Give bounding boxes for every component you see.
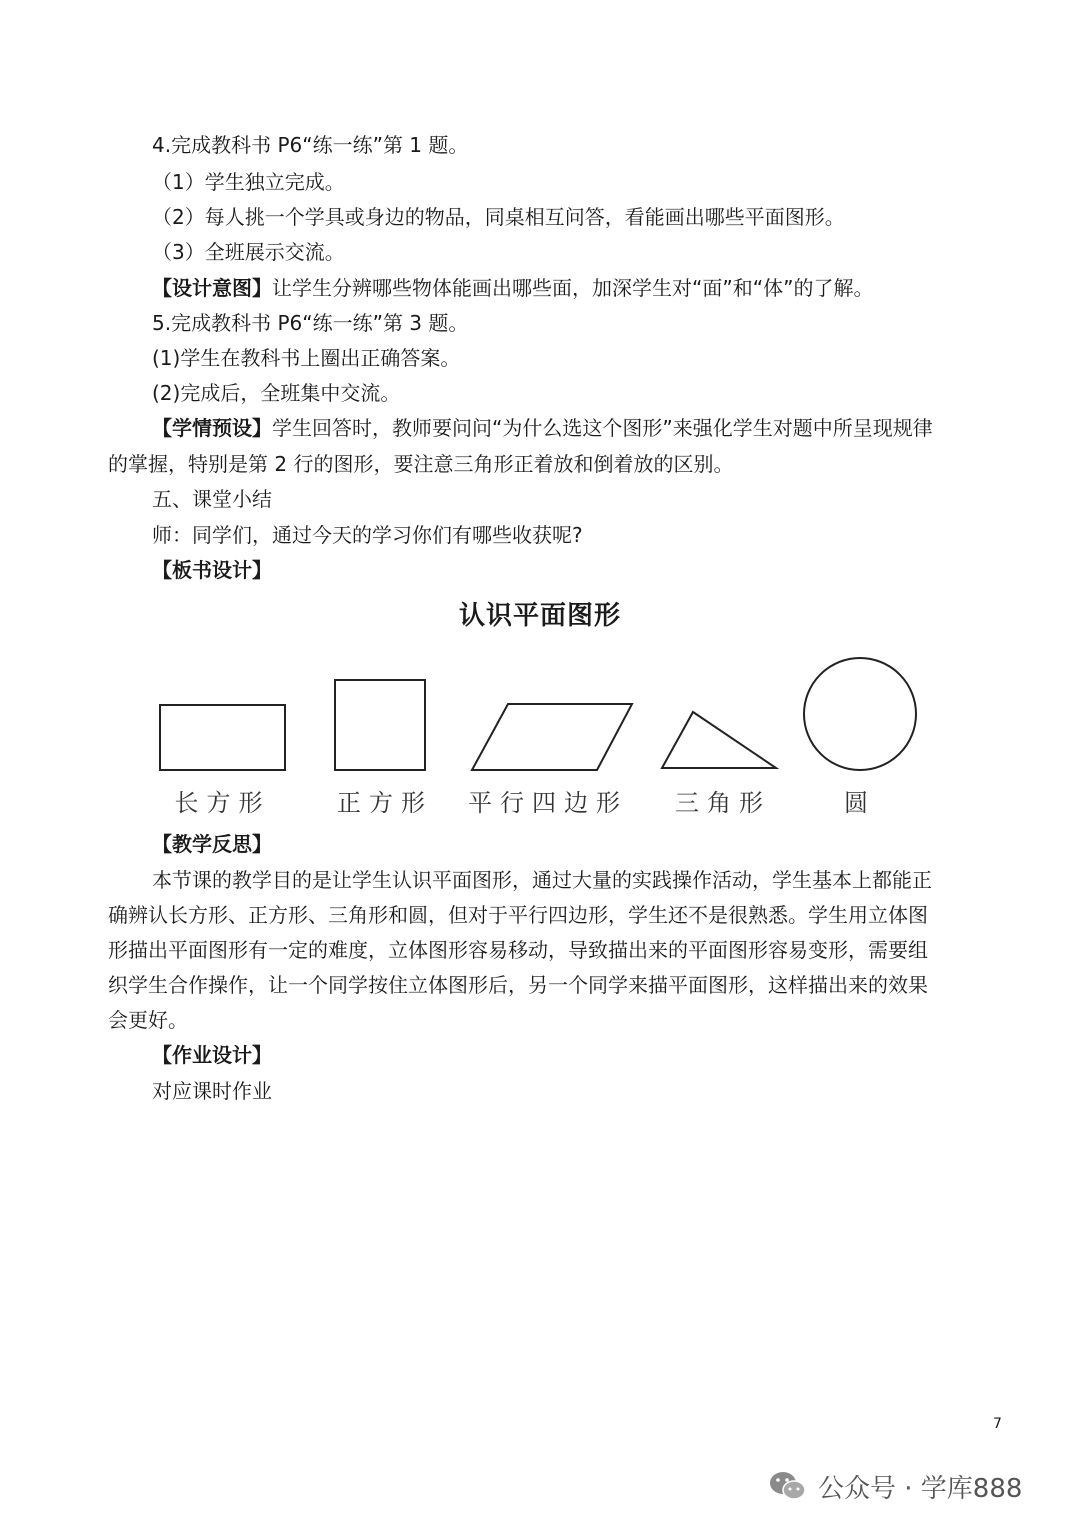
parallelogram-shape [472,704,632,770]
learning-preset [152,416,933,440]
section-5-heading: 五、课堂小结 [152,487,272,511]
homework-text: 对应课时作业 [152,1079,272,1103]
square-label: 正方形 [337,789,433,817]
watermark [768,1466,1022,1506]
item-4-2: （2）每人挑一个学具或身边的物品，同桌相互问答，看能画出哪些平面图形。 [152,205,845,229]
board-title: 认识平面图形 [458,601,621,631]
design-intent-label: 【设计意图】 [152,276,272,300]
circle-shape [804,658,916,770]
shapes-figure [0,640,1080,790]
reflection-line-4: 织学生合作操作，让一个同学按住立体图形后，另一个同学来描平面图形，这样描出来的效果 [108,973,928,997]
reflection-line-2: 确辨认长方形、正方形、三角形和圆，但对于平行四边形，学生还不是很熟悉。学生用立体图 [108,903,928,927]
page-number: 7 [993,1416,1002,1432]
item-5-1: (1)学生在教科书上圈出正确答案。 [152,346,461,370]
triangle-label: 三角形 [675,789,771,817]
homework-label: 【作业设计】 [152,1043,272,1067]
learning-preset-label: 【学情预设】 [152,416,272,440]
item-4-1: （1）学生独立完成。 [152,170,345,194]
rectangle-shape [160,705,285,770]
item-5: 5.完成教科书 P6“练一练”第 3 题。 [152,311,469,335]
item-4: 4.完成教科书 P6“练一练”第 1 题。 [152,133,469,157]
watermark-text: 公众号 · 学库888 [818,1473,1023,1504]
rectangle-label: 长方形 [174,789,271,817]
parallelogram-label: 平行四边形 [468,789,628,817]
learning-preset-text-2: 的掌握，特别是第 2 行的图形，要注意三角形正着放和倒着放的区别。 [108,452,734,476]
design-intent-text: 让学生分辨哪些物体能画出哪些面，加深学生对“面”和“体”的了解。 [272,276,874,300]
board-design-label: 【板书设计】 [152,558,272,582]
item-5-2: (2)完成后，全班集中交流。 [152,381,401,405]
reflection-label: 【教学反思】 [152,832,272,856]
teacher-line: 师：同学们，通过今天的学习你们有哪些收获呢? [152,523,583,547]
learning-preset-text-1: 学生回答时，教师要问问“为什么选这个图形”来强化学生对题中所呈现规律 [272,416,933,440]
triangle-shape [662,712,776,768]
item-4-3: （3）全班展示交流。 [152,240,345,264]
design-intent [152,276,873,300]
reflection-line-5: 会更好。 [108,1008,188,1032]
reflection-line-1: 本节课的教学目的是让学生认识平面图形，通过大量的实践操作活动，学生基本上都能正 [152,868,932,892]
wechat-icon [768,1469,808,1503]
circle-label: 圆 [844,789,876,817]
reflection-line-3: 形描出平面图形有一定的难度，立体图形容易移动，导致描出来的平面图形容易变形，需要组 [108,938,928,962]
square-shape [335,680,425,770]
